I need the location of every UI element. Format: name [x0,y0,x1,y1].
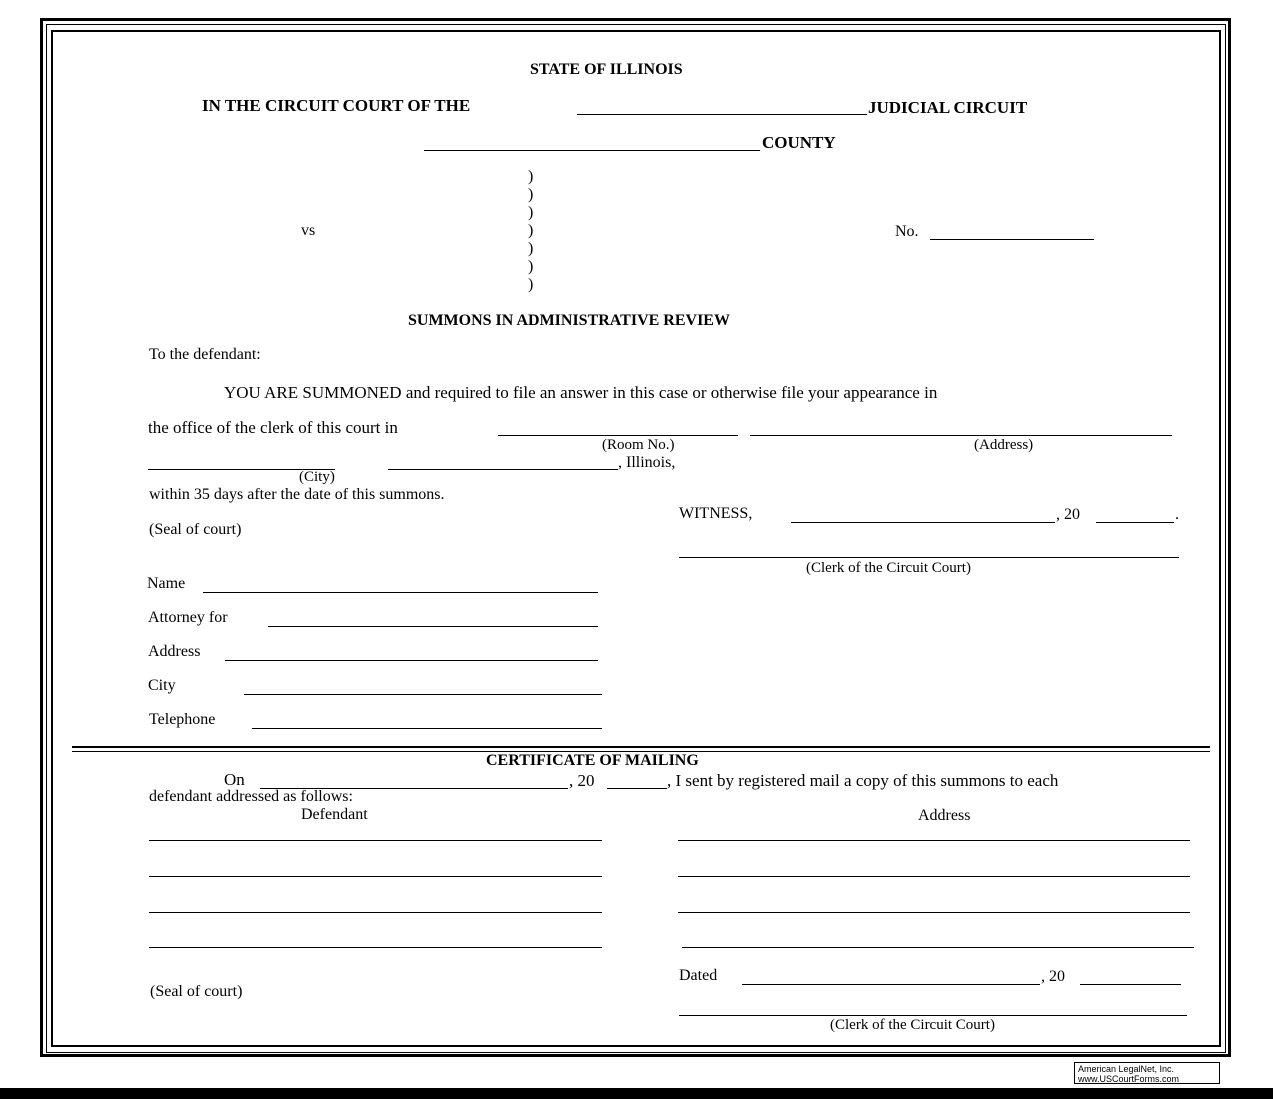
witness-period: . [1175,506,1179,523]
attorney-name-label: Name [147,575,186,592]
attorney-address-label: Address [148,643,201,660]
bottom-bar [0,1088,1273,1099]
certificate-title: CERTIFICATE OF MAILING [486,752,699,769]
certificate-clerk-signature-field[interactable] [679,1015,1187,1016]
city-label: (City) [299,469,335,485]
addressed-text: defendant addressed as follows: [149,788,353,805]
address-line[interactable] [682,947,1194,948]
dated-year-field[interactable] [1080,984,1181,985]
caption-paren: ) [528,258,534,275]
clerk-label: (Clerk of the Circuit Court) [806,560,971,576]
address-label: (Address) [974,437,1034,453]
county-field[interactable] [424,150,760,151]
document-title: SUMMONS IN ADMINISTRATIVE REVIEW [408,312,730,329]
attorney-city-field[interactable] [244,694,602,695]
address-field[interactable] [750,435,1172,436]
room-no-field[interactable] [498,435,738,436]
caption-paren: ) [528,204,534,221]
office-text: the office of the clerk of this court in [148,418,398,437]
certificate-clerk-label: (Clerk of the Circuit Court) [830,1017,995,1033]
attorney-for-label: Attorney for [148,609,228,626]
state-heading: STATE OF ILLINOIS [530,61,683,78]
caption-paren: ) [528,186,534,203]
caption-paren: ) [528,240,534,257]
seal-of-court: (Seal of court) [149,521,242,538]
clerk-signature-field[interactable] [679,557,1179,558]
mailing-year-label: , 20 [569,771,595,790]
room-no-label: (Room No.) [602,437,675,453]
section-divider [72,746,1210,748]
mailing-year-field[interactable] [607,788,667,789]
to-defendant: To the defendant: [149,346,261,363]
circuit-suffix: JUDICIAL CIRCUIT [868,98,1028,117]
publisher-name: American LegalNet, Inc. [1078,1064,1175,1074]
certificate-on-label: On [224,770,245,789]
certificate-seal: (Seal of court) [150,983,243,1000]
witness-year-label: , 20 [1056,506,1080,523]
attorney-telephone-label: Telephone [149,711,216,728]
circuit-prefix: IN THE CIRCUIT COURT OF THE [202,96,471,115]
circuit-number-field[interactable] [577,114,867,115]
dated-year-label: , 20 [1041,968,1065,985]
dated-label: Dated [679,967,718,984]
caption-paren: ) [528,168,534,185]
attorney-name-field[interactable] [203,592,598,593]
defendant-column-label: Defendant [301,806,368,823]
attorney-telephone-field[interactable] [252,728,602,729]
publisher-footer [1074,1062,1220,1084]
address-column-label: Address [918,807,971,824]
county-label: COUNTY [762,133,836,152]
publisher-url: www.USCourtForms.com [1078,1074,1180,1084]
defendant-line[interactable] [149,840,602,841]
witness-year-field[interactable] [1096,522,1174,523]
vs-label: vs [301,222,316,239]
case-no-field[interactable] [930,239,1094,240]
defendant-line[interactable] [149,876,602,877]
defendant-line[interactable] [149,947,602,948]
witness-label: WITNESS, [679,505,753,522]
address-line[interactable] [678,876,1190,877]
caption-paren: ) [528,276,534,293]
summoned-text: YOU ARE SUMMONED and required to file an answer in this case or otherwise file your appearance in [224,383,938,402]
caption-paren: ) [528,222,534,239]
address-line[interactable] [678,912,1190,913]
attorney-for-field[interactable] [268,626,598,627]
attorney-city-label: City [148,677,176,694]
address-line[interactable] [678,840,1190,841]
attorney-address-field[interactable] [225,660,598,661]
illinois-text: , Illinois, [618,454,676,471]
dated-field[interactable] [742,984,1040,985]
witness-field[interactable] [791,522,1055,523]
sent-text: , I sent by registered mail a copy of this summons to each [667,771,1059,790]
within-text: within 35 days after the date of this summons. [149,486,445,503]
defendant-line[interactable] [149,912,602,913]
county-location-field[interactable] [388,469,618,470]
case-no-label: No. [895,223,919,240]
